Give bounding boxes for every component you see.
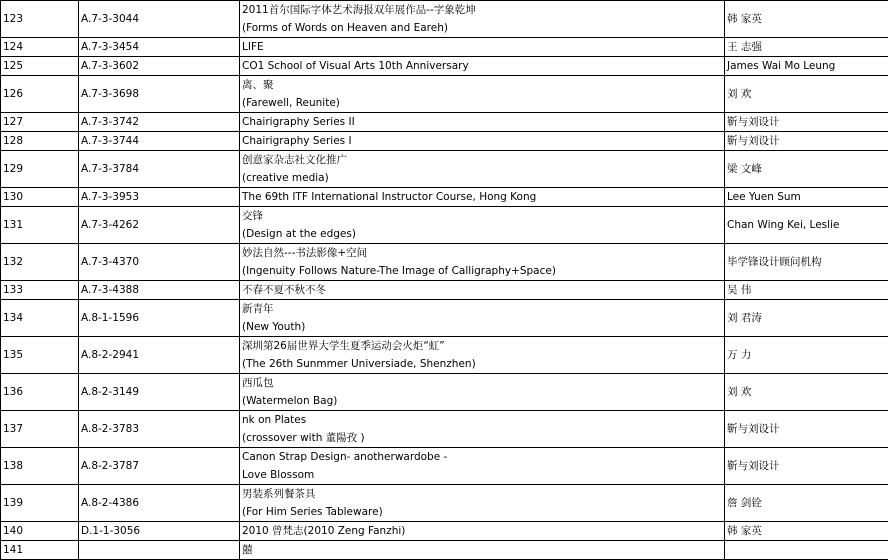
work-title-line: 深圳第26届世界大学生夏季运动会火炬“虹” (242, 337, 724, 355)
table-row (1, 57, 888, 76)
row-number: 130 (1, 188, 79, 207)
table-row (1, 132, 888, 151)
designer-name: 吴 伟 (725, 281, 888, 300)
table-row (1, 448, 888, 485)
designer-name: Chan Wing Kei, Leslie (725, 207, 888, 244)
catalog-code: A.8-2-4386 (79, 485, 240, 522)
work-title-line: (For Him Series Tableware) (242, 503, 724, 521)
work-title-line: 离、聚 (242, 76, 724, 94)
designer-name: 刘 欢 (725, 374, 888, 411)
row-number: 133 (1, 281, 79, 300)
designer-name: 王 志强 (725, 38, 888, 57)
work-title (240, 522, 725, 541)
work-title-line: Canon Strap Design- anotherwardobe - (242, 448, 724, 466)
work-title-line: (Ingenuity Follows Nature-The Image of Calligraphy+Space) (242, 262, 724, 280)
work-title-line: (Forms of Words on Heaven and Eareh) (242, 19, 724, 37)
catalog-code: D.1-1-3056 (79, 522, 240, 541)
catalog-code: A.7-3-3454 (79, 38, 240, 57)
work-title-line: 不春不夏不秋不冬 (242, 281, 724, 299)
catalog-code: A.8-2-3787 (79, 448, 240, 485)
row-number: 128 (1, 132, 79, 151)
work-title (240, 374, 725, 411)
designer-name: James Wai Mo Leung (725, 57, 888, 76)
row-number: 140 (1, 522, 79, 541)
work-title-line: 交锋 (242, 207, 724, 225)
work-title-line: 男装系列餐茶具 (242, 485, 724, 503)
row-number: 141 (1, 541, 79, 560)
catalog-code (79, 541, 240, 560)
designer-name: 韩 家英 (725, 1, 888, 38)
designer-name: 梁 文峰 (725, 151, 888, 188)
designer-name: 韩 家英 (725, 522, 888, 541)
row-number: 127 (1, 113, 79, 132)
work-title-line: 西瓜包 (242, 374, 724, 392)
table-row (1, 374, 888, 411)
table-row (1, 411, 888, 448)
work-title (240, 541, 725, 560)
row-number: 132 (1, 244, 79, 281)
work-title (240, 244, 725, 281)
designer-name: 靳与刘设计 (725, 448, 888, 485)
catalog-code: A.7-3-3742 (79, 113, 240, 132)
table-row (1, 281, 888, 300)
catalog-code: A.8-2-3149 (79, 374, 240, 411)
work-title-line: 妙法自然---书法影像+空间 (242, 244, 724, 262)
catalog-code: A.8-2-2941 (79, 337, 240, 374)
table-row (1, 188, 888, 207)
row-number: 139 (1, 485, 79, 522)
catalog-code: A.7-3-3044 (79, 1, 240, 38)
work-title-line: (New Youth) (242, 318, 724, 336)
designer-name: Lee Yuen Sum (725, 188, 888, 207)
designer-name: 詹 剑铨 (725, 485, 888, 522)
row-number: 138 (1, 448, 79, 485)
table-row (1, 76, 888, 113)
row-number: 135 (1, 337, 79, 374)
work-title (240, 57, 725, 76)
work-title-line: 新青年 (242, 300, 724, 318)
table-row (1, 207, 888, 244)
designer-name (725, 541, 888, 560)
work-title-line: The 69th ITF International Instructor Course, Hong Kong (242, 188, 724, 206)
table-row (1, 541, 888, 560)
work-title-line: CO1 School of Visual Arts 10th Anniversary (242, 57, 724, 75)
work-title (240, 1, 725, 38)
row-number: 137 (1, 411, 79, 448)
row-number: 126 (1, 76, 79, 113)
table-row (1, 300, 888, 337)
catalog-code: A.7-3-4370 (79, 244, 240, 281)
designer-name: 刘 君涛 (725, 300, 888, 337)
work-title (240, 485, 725, 522)
table-row (1, 522, 888, 541)
catalog-code: A.8-2-3783 (79, 411, 240, 448)
work-title-line: 创意家杂志社文化推广 (242, 151, 724, 169)
catalog-code: A.7-3-3698 (79, 76, 240, 113)
work-title-line: Love Blossom (242, 466, 724, 484)
designer-name: 刘 欢 (725, 76, 888, 113)
work-title (240, 113, 725, 132)
row-number: 124 (1, 38, 79, 57)
work-title (240, 38, 725, 57)
row-number: 131 (1, 207, 79, 244)
catalog-code: A.7-3-3602 (79, 57, 240, 76)
work-title (240, 411, 725, 448)
work-title (240, 188, 725, 207)
row-number: 129 (1, 151, 79, 188)
designer-name: 万 力 (725, 337, 888, 374)
work-title-line: (Design at the edges) (242, 225, 724, 243)
work-title-line: nk on Plates (242, 411, 724, 429)
work-title (240, 300, 725, 337)
work-title-line: (Watermelon Bag) (242, 392, 724, 410)
table-row (1, 151, 888, 188)
catalog-code: A.7-3-3744 (79, 132, 240, 151)
work-title-line: (creative media) (242, 169, 724, 187)
table-row (1, 337, 888, 374)
row-number: 134 (1, 300, 79, 337)
catalog-code: A.7-3-4262 (79, 207, 240, 244)
table-row (1, 1, 888, 38)
work-title-line: 囍 (242, 541, 724, 559)
work-title (240, 151, 725, 188)
work-title (240, 337, 725, 374)
work-title-line: Chairigraphy Series I (242, 132, 724, 150)
row-number: 125 (1, 57, 79, 76)
designer-name: 靳与刘设计 (725, 132, 888, 151)
catalog-code: A.7-3-4388 (79, 281, 240, 300)
work-title-line: 2011首尔国际字体艺术海报双年展作品--字象乾坤 (242, 1, 724, 19)
designer-name: 靳与刘设计 (725, 411, 888, 448)
work-title-line: (The 26th Sunmmer Universiade, Shenzhen) (242, 355, 724, 373)
table-row (1, 244, 888, 281)
row-number: 123 (1, 1, 79, 38)
work-title-line: (crossover with 董陽孜 ) (242, 429, 724, 447)
work-title-line: LIFE (242, 38, 724, 56)
work-title (240, 132, 725, 151)
work-title (240, 448, 725, 485)
catalog-code: A.7-3-3784 (79, 151, 240, 188)
table-row (1, 113, 888, 132)
catalog-table-body (1, 1, 888, 560)
work-title (240, 281, 725, 300)
row-number: 136 (1, 374, 79, 411)
work-title (240, 76, 725, 113)
work-title (240, 207, 725, 244)
catalog-code: A.7-3-3953 (79, 188, 240, 207)
work-title-line: 2010 曾梵志(2010 Zeng Fanzhi) (242, 522, 724, 540)
catalog-code: A.8-1-1596 (79, 300, 240, 337)
designer-name: 靳与刘设计 (725, 113, 888, 132)
table-row (1, 485, 888, 522)
table-row (1, 38, 888, 57)
work-title-line: (Farewell, Reunite) (242, 94, 724, 112)
work-title-line: Chairigraphy Series II (242, 113, 724, 131)
designer-name: 毕学锋设计顾问机构 (725, 244, 888, 281)
